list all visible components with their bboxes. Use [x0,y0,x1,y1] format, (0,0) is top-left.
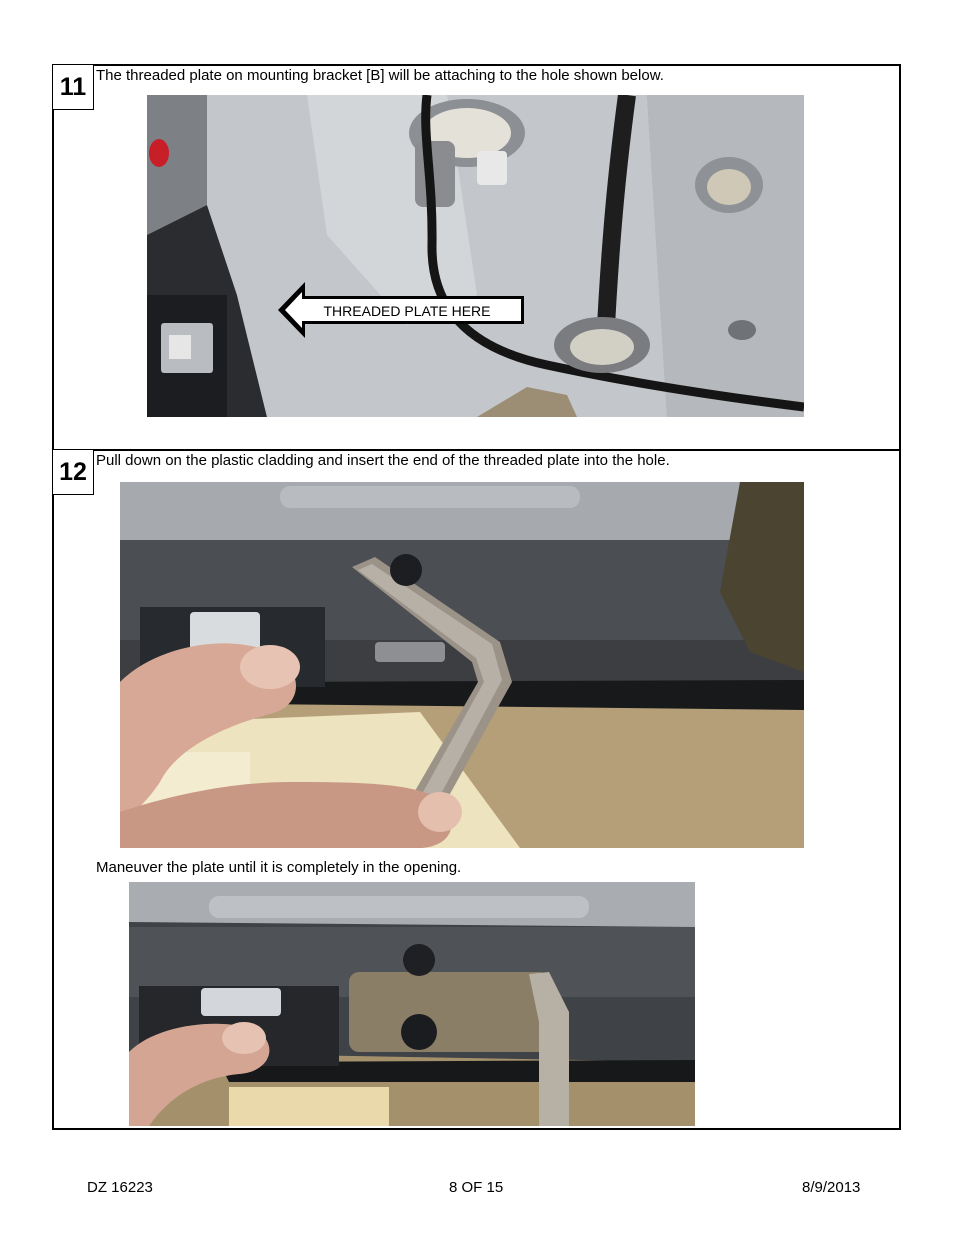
footer-part-number: DZ 16223 [87,1179,153,1196]
photo-plate-in-opening [129,882,695,1126]
step-number: 11 [52,64,94,110]
photo-underbody-hole [147,95,804,417]
step-12-box [52,449,901,1130]
step-number: 12 [52,449,94,495]
step-11-box [52,64,901,451]
step-sub-instruction: Maneuver the plate until it is completely in the opening. [96,859,462,876]
step-instruction: Pull down on the plastic cladding and insert the end of the threaded plate into the hole. [96,452,670,469]
photo-insert-plate [120,482,804,848]
callout-threaded-plate-here: THREADED PLATE HERE [323,303,491,319]
step-instruction: The threaded plate on mounting bracket [B] will be attaching to the hole shown below. [96,67,664,84]
footer-date: 8/9/2013 [802,1179,861,1196]
footer-page-number: 8 OF 15 [449,1179,504,1196]
